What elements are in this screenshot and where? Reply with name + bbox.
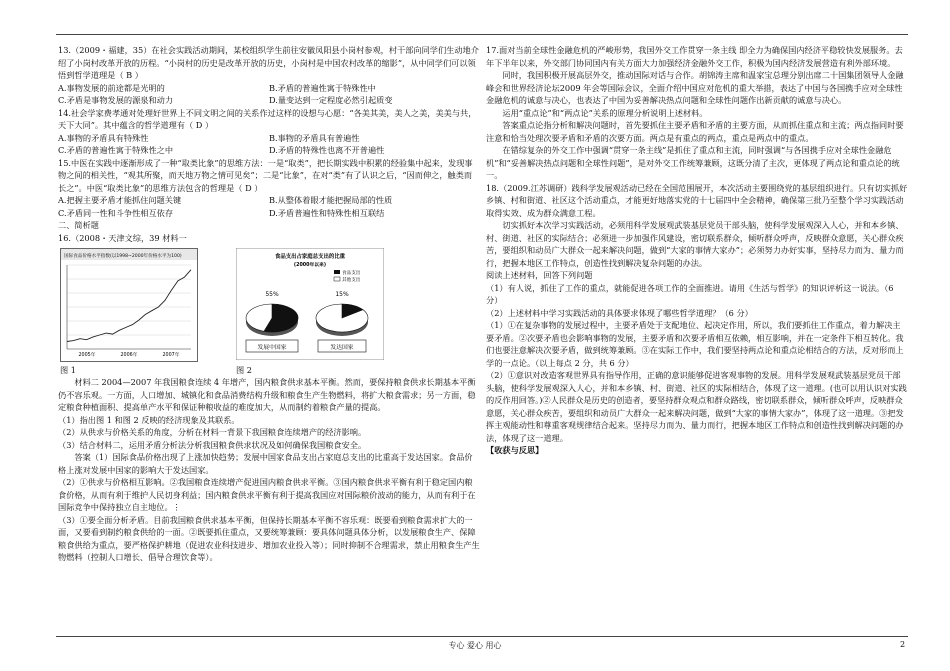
figure-2-pie-charts: [236, 248, 384, 360]
x-tick-label: 2005年: [78, 353, 96, 358]
chart-series: [67, 270, 191, 342]
pie-pct-developed: 15%: [335, 291, 349, 298]
q14-options: [58, 132, 480, 157]
pie-developed: [316, 304, 368, 336]
q13-options: [58, 82, 480, 107]
q15-option-b: B.从整体着眼才能把握局部的性质: [269, 195, 393, 205]
q17-material-1: 17.面对当前全球性金融危机的严峻形势，我国外交工作贯穿一条主线 即全力为确保国内经济平稳较快发展服务。去年下半年以来，外交部门协同国内有关方面大力加强经济金融外交工作，积极为国内经济发展营造有利外部环境。: [486, 45, 903, 68]
reflection-heading: 【收获与反思】: [486, 445, 544, 455]
section-title: 二、简析题: [58, 220, 99, 230]
q16-answer-2: （2）①供求与价格相互影响。②我国粮食连续增产促进国内粮食供求平衡。③国内粮食供求平衡有利于稳定国内粮食价格，从而有利于维护人民切身利益；国内粮食供求平衡有利于提高我国应对国际粮价波动的能力，从而有利于在国际竞争中保持独立自主地位。⋮: [58, 477, 476, 512]
q14-stem: 14.社会学家费孝通对处理好世界上不同文明之间的关系作过这样的设想与心愿：“各美其美，美人之美，美美与共，天下大同”。其中蕴含的哲学道理有（ D ）: [58, 107, 477, 130]
legend-swatch-other: [334, 277, 340, 281]
pie-title: 食品支出占家庭总支出的比重: [274, 254, 346, 260]
q13-option-a: A.事物发展的前途都是光明的: [58, 82, 165, 93]
q14-option-a: A.事物的矛盾具有特殊性: [58, 132, 149, 143]
legend-label-food: 食品支出: [342, 271, 361, 276]
q13-option-c: C.矛盾是事物发展的源泉和动力: [58, 95, 174, 105]
material-2: 材料二 2004—2007 年我国粮食连续 4 年增产，国内粮食供求基本平衡。然而，要保持粮食供求长期基本平衡仍不容乐观。一方面，人口增加、城镇化和食品消费结构升级和粮食生产生物燃料，将扩大粮食需求；另一方面，稳定粮食种植面积、提高单产水平和保证种粮收益的难度加大，从而制约着粮食产量的提高。: [58, 377, 476, 412]
chart-x-ticks: [78, 351, 179, 358]
q18-material-1: 18.（2009.江苏调研）践科学发展观活动已经在全国范围展开，本次活动主要围绕党的基层组织进行。只有切实抓好乡镇、村和街道、社区这个活动重点，才能更好地落实党的十七届四中全会精神，确保第三批乃至整个学习实践活动取得实效、成为群众满意工程。: [486, 182, 908, 218]
figure-1-caption: 图 1: [60, 365, 76, 375]
q14-option-b: B.事物的矛盾具有普遍性: [269, 132, 360, 143]
q16-answer-1: 答案（1）国际食品价格出现了上涨加快趋势；发展中国家食品支出占家庭总支出的比重高于发达国家。食品价格上涨对发展中国家的影响大于发达国家。: [58, 452, 473, 475]
q14-option-d: D.矛盾的特殊性也离不开普遍性: [269, 145, 385, 155]
q16-ask-3: （3）结合材料二，运用矛盾分析法分析我国粮食供求状况及如何确保我国粮食安全。: [58, 439, 367, 450]
figure-2-caption: 图 2: [236, 365, 252, 375]
q15-options: [58, 194, 480, 219]
left-column: [58, 44, 480, 564]
line-chart-svg: [61, 249, 197, 361]
pie-label-developed: 发达国家: [330, 345, 354, 351]
q16-ask-2: （2）从供求与价格关系的角度，分析在材料一背景下我国粮食连续增产的经济影响。: [58, 427, 367, 437]
q16-heading: 16.（2008・天津文综，39 材料一: [58, 232, 187, 243]
pie-pct-developing: 55%: [265, 291, 279, 298]
q18-ask-1: （1）有人说，抓住了工作的重点，就能促进各项工作的全面推进。请用《生活与哲学》的知识评析这一说法。（6 分）: [486, 282, 894, 305]
pie-chart-svg: [236, 248, 384, 360]
q13-option-b: B.矛盾的普遍性寓于特殊性中: [269, 82, 376, 93]
q16-ask-1: （1）指出图 1 和图 2 反映的经济现象及其联系。: [58, 414, 240, 425]
pie-subtitle: (2000年以来): [293, 263, 327, 268]
price-index-line: [67, 270, 191, 342]
x-tick-label: 2007年: [162, 353, 180, 358]
header-rule: [56, 34, 908, 35]
right-column: [486, 44, 908, 457]
q17-question: 运用“重点论”和“两点论”关系的原理分析说明上述材料。: [502, 107, 708, 118]
q18-answer-1: （1）①在复杂事物的发展过程中，主要矛盾处于支配地位、起决定作用，所以，我们要抓住工作重点，着力解决主要矛盾。②次要矛盾也会影响事物的发展，主要矛盾和次要矛盾相互依赖，相互影响，并在一定条件下相互转化。我们也要注意解决次要矛盾，做到统筹兼顾。③在实际工作中，我们要坚持两点论和重点论相结合的方法，反对形而上学的一点论。（以上每点 2 分，共 6 分）: [486, 320, 904, 368]
q17-material-2: 同时，我国积极开展高层外交，推动国际对话与合作。胡锦涛主席和温家宝总理分别出席二十国集团领导人金融峰会和世界经济论坛2009 年会等国际会议，全面介绍中国应对危机的重大举措，表达了中国与各国携手应对全球性金融危机的诚意与决心，也表达了中国为妥善解决热点问题和全球性问题作出新贡献的诚意与决心。: [486, 70, 904, 105]
q18-answer-2: （2）①意识对改造客观世界具有指导作用，正确的意识能够促进客观事物的发展。用科学发展观武装基层党员干部头脑，使科学发展观深入人心，并和本乡镇、村、街道、社区的实际相结合，体现了这一道理。(也可以用认识对实践的反作用回答。)②人民群众是历史的创造者，要坚持群众观点和群众路线，密切联系群众，倾听群众呼声，反映群众意愿，关心群众疾苦，要组织和动员广大群众一起来解决问题，做到“大家的事情大家办”，体现了这一道理。③把发挥主观能动性和尊重客观规律结合起来。坚持尽力而为、量力而行，把握本地区工作特点和创造性找到解决问题的办法，体现了这一道理。: [486, 370, 907, 443]
q15-option-a: A.把握主要矛盾才能抓住问题关键: [58, 195, 182, 205]
figure-1-line-chart: [60, 248, 198, 362]
legend-label-other: 其他支出: [342, 278, 361, 283]
q14-option-c: C.矛盾的普遍性寓于特殊性之中: [58, 145, 174, 155]
footer-text: 专心 爱心 用心: [448, 641, 502, 650]
figure-captions: [58, 364, 480, 376]
q15-option-c: C.矛盾同一性和斗争性相互依存: [58, 207, 174, 218]
chart-grid: [67, 265, 191, 349]
q17-answer-1: 答案重点论指分析和解决问题时，首先要抓住主要矛盾和矛盾的主要方面，从而抓住重点和主流；两点指同时要注意和恰当处理次要矛盾和矛盾的次要方面。两点是有重点的两点，重点是两点中的重点。: [486, 120, 904, 143]
q15-option-d: D.矛盾普遍性和特殊性相互联结: [269, 207, 385, 218]
q18-material-2: 切实抓好本次学习实践活动，必须用科学发展观武装基层党员干部头脑，使科学发展观深入人心，并和本乡镇、村、街道、社区的实际结合；必须进一步加强作风建设，密切联系群众，倾听群众呼声，反映群众意愿，关心群众疾苦，要组织和动员广大群众一起来解决问题，做到“大家的事情大家办”；必须努力办好实事，坚持尽力而为、量力而行，把握本地区工作特点，创造性找到解决复杂问题的办法。: [486, 220, 904, 268]
x-tick-label: 2006年: [120, 353, 138, 358]
page-number: 2: [900, 640, 906, 649]
q18-ask-2: （2）上述材料中学习实践活动的具体要求体现了哪些哲学道理？（6 分）: [486, 307, 753, 318]
legend-swatch-food: [334, 270, 340, 274]
pie-developing: [246, 304, 298, 336]
q18-read: 阅读上述材料，回答下列问题: [486, 270, 593, 280]
q17-answer-2: 在错综复杂的外交工作中强调“贯穿一条主线”是抓住了重点和主流，同时强调“与各国携手应对全球性金融危机”和“妥善解决热点问题和全球性问题”，是对外交工作统筹兼顾，这既分清了主次，更体现了两点论和重点论的统一。: [486, 145, 900, 180]
footer-rule: [56, 636, 908, 637]
figures: [58, 246, 480, 364]
q13-option-d: D.量变达到一定程度必然引起质变: [269, 95, 393, 105]
q15-stem: 15.中医在实践中逐渐形成了一种“取类比象”的思维方法：一是“取类”，把长期实践中积累的经验集中起来，发现事物之间的相关性，“观其所聚，而天地万物之情可见矣”；二是“比象”，在对“类”有了认识之后，“因而伸之，触类而长之”。中医“取类比象”的思维方法包含的哲理是（ D ）: [58, 157, 473, 193]
q13-stem: 13.（2009・福建，35）在社会实践活动期间，某校组织学生前往安徽凤阳县小岗村参观，村干部向同学们生动地介绍了小岗村改革开放的历程。“小岗村的历史是改革开放的历史，小岗村是中国农村改革的缩影”，从中同学们可以领悟到哲学道理是（ B ）: [58, 45, 479, 80]
pie-label-developing: 发展中国家: [257, 345, 287, 351]
chart-title: 国际食品价格水平指数(以1998~2000年价格水平为100): [64, 254, 182, 259]
q16-answer-3: （3）①要全面分析矛盾。目前我国粮食供求基本平衡，但保持长期基本平衡不容乐观：既要看到粮食需求扩大的一面，又要看到制约粮食供给的一面。②既要抓住重点，又要统筹兼顾：要具体问题具体分析，以发展粮食生产、保障粮食供给为重点，要严格保护耕地（促进农业科技进步、增加农业投入等）；同时抑制不合理需求，禁止用粮食生产生物燃料（控制人口增长、倡导合理饮食等）。: [58, 514, 480, 562]
